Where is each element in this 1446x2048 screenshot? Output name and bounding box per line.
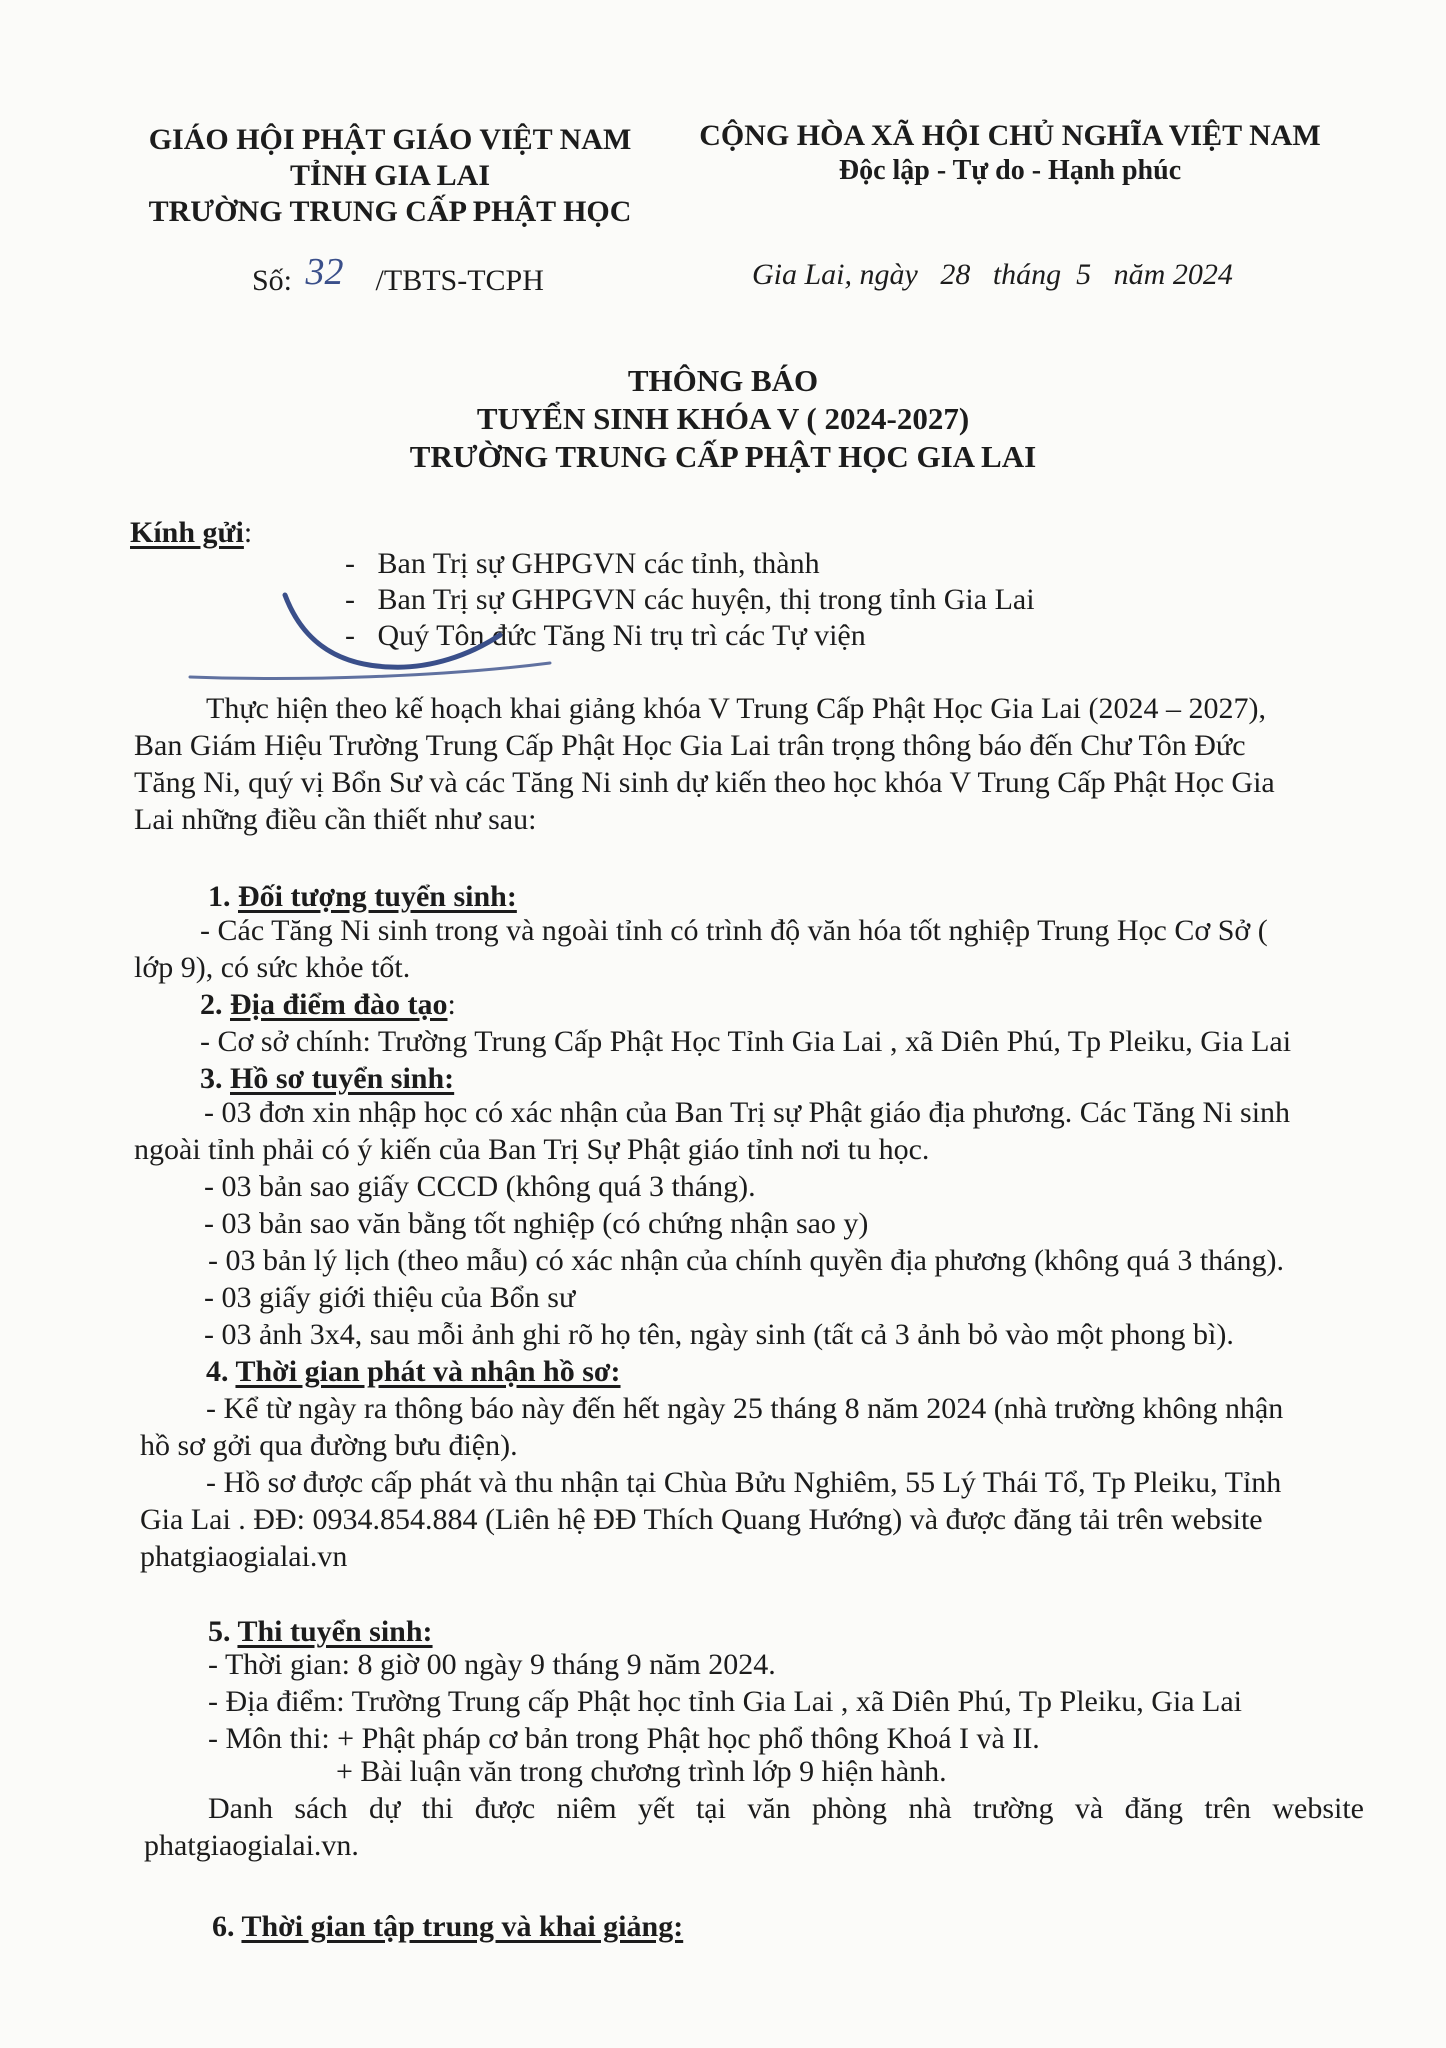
section-number: 5. xyxy=(208,1615,231,1648)
country-name: CỘNG HÒA XÃ HỘI CHỦ NGHĨA VIỆT NAM xyxy=(699,119,1321,152)
section-heading-text: Thời gian phát và nhận hồ sơ: xyxy=(235,1355,621,1388)
recipient-item-text: Ban Trị sự GHPGVN các tỉnh, thành xyxy=(377,547,820,580)
section-6-heading xyxy=(212,1908,683,1945)
doc-date: Gia Lai, ngày 28 tháng 5 năm 2024 xyxy=(752,258,1233,291)
section-5-line: - Thời gian: 8 giờ 00 ngày 9 tháng 9 năm 2024. xyxy=(208,1648,776,1681)
recipients-label-text: Kính gửi xyxy=(130,516,244,549)
section-5-line: + Bài luận văn trong chương trình lớp 9 hiện hành. xyxy=(336,1755,947,1788)
doc-number-suffix: /TBTS-TCPH xyxy=(375,264,544,297)
section-4-heading xyxy=(206,1353,621,1390)
recipient-item-text: Quý Tôn đức Tăng Ni trụ trì các Tự viện xyxy=(377,619,866,652)
section-number: 3. xyxy=(200,1062,223,1095)
section-3-line: - 03 bản sao văn bằng tốt nghiệp (có chứng nhận sao y) xyxy=(204,1207,869,1240)
recipients-label xyxy=(130,514,252,551)
section-heading-text: Đối tượng tuyển sinh: xyxy=(238,880,517,913)
org-name-line2: TỈNH GIA LAI xyxy=(289,159,491,192)
recipient-item: - Ban Trị sự GHPGVN các huyện, thị trong tỉnh Gia Lai xyxy=(345,583,1035,616)
section-3-line: - 03 giấy giới thiệu của Bổn sư xyxy=(204,1281,576,1314)
title-line2: TUYỂN SINH KHÓA V ( 2024-2027) xyxy=(476,401,970,436)
section-4-line website-text: phatgiaogialai.vn xyxy=(140,1540,348,1573)
section-5-line website-text: phatgiaogialai.vn. xyxy=(144,1829,359,1862)
section-number: 4. xyxy=(206,1355,229,1388)
recipient-item: - Quý Tôn đức Tăng Ni trụ trì các Tự viện xyxy=(345,619,866,652)
section-5-heading xyxy=(208,1613,433,1650)
section-number: 1. xyxy=(208,880,231,913)
intro-line: Tăng Ni, quý vị Bổn Sư và các Tăng Ni sinh dự kiến theo học khóa V Trung Cấp Phật Học Gia xyxy=(134,766,1275,799)
section-heading-text: Thời gian tập trung và khai giảng: xyxy=(241,1910,684,1943)
intro-line: Ban Giám Hiệu Trường Trung Cấp Phật Học Gia Lai trân trọng thông báo đến Chư Tôn Đức xyxy=(134,729,1246,762)
section-4-line: - Hồ sơ được cấp phát và thu nhận tại Chùa Bửu Nghiêm, 55 Lý Thái Tổ, Tp Pleiku, Tỉnh xyxy=(206,1466,1282,1499)
section-1-line: lớp 9), có sức khỏe tốt. xyxy=(134,951,411,984)
section-3-heading xyxy=(200,1060,454,1097)
intro-line: Lai những điều cần thiết như sau: xyxy=(134,803,537,836)
recipients-label-colon: : xyxy=(243,516,253,549)
section-5-line: - Môn thi: + Phật pháp cơ bản trong Phật học phổ thông Khoá I và II. xyxy=(208,1722,1040,1755)
doc-number-label: Số: xyxy=(252,264,293,297)
section-4-line: Gia Lai . ĐĐ: 0934.854.884 (Liên hệ ĐĐ Thích Quang Hướng) và được đăng tải trên website xyxy=(140,1503,1263,1536)
recipient-item: - Ban Trị sự GHPGVN các tỉnh, thành xyxy=(345,547,820,580)
section-4-line: hồ sơ gởi qua đường bưu điện). xyxy=(140,1429,518,1462)
doc-number-handwritten: 32 xyxy=(305,251,344,293)
doc-number xyxy=(252,251,544,299)
section-5-line: Danh sách dự thi được niêm yết tại văn phòng nhà trường và đăng trên website xyxy=(208,1792,1364,1825)
section-heading-text: Thi tuyển sinh: xyxy=(237,1615,433,1648)
section-3-line: - 03 bản sao giấy CCCD (không quá 3 tháng). xyxy=(204,1170,756,1203)
intro-line: Thực hiện theo kế hoạch khai giảng khóa V Trung Cấp Phật Học Gia Lai (2024 – 2027), xyxy=(206,692,1266,725)
section-heading-text: Hồ sơ tuyển sinh: xyxy=(230,1062,455,1095)
section-3-line: - 03 ảnh 3x4, sau mỗi ảnh ghi rõ họ tên, ngày sinh (tất cả 3 ảnh bỏ vào một phong bì). xyxy=(204,1318,1234,1351)
section-3-line: ngoài tỉnh phải có ý kiến của Ban Trị Sự Phật giáo tỉnh nơi tu học. xyxy=(134,1133,930,1166)
section-number: 2. xyxy=(200,988,223,1021)
section-1-line: - Các Tăng Ni sinh trong và ngoài tỉnh có trình độ văn hóa tốt nghiệp Trung Học Cơ Sở ( xyxy=(200,914,1268,947)
section-3-line: - 03 đơn xin nhập học có xác nhận của Ban Trị sự Phật giáo địa phương. Các Tăng Ni sinh xyxy=(204,1096,1291,1129)
section-4-line: - Kể từ ngày ra thông báo này đến hết ngày 25 tháng 8 năm 2024 (nhà trường không nhận xyxy=(206,1392,1284,1425)
section-2-line: - Cơ sở chính: Trường Trung Cấp Phật Học Tỉnh Gia Lai , xã Diên Phú, Tp Pleiku, Gia Lai xyxy=(200,1025,1292,1058)
section-2-heading xyxy=(200,986,456,1023)
section-3-line: - 03 bản lý lịch (theo mẫu) có xác nhận của chính quyền địa phương (không quá 3 tháng). xyxy=(208,1244,1284,1277)
section-number: 6. xyxy=(212,1910,235,1943)
org-name-line3: TRƯỜNG TRUNG CẤP PHẬT HỌC xyxy=(148,195,632,228)
section-heading-colon: : xyxy=(447,988,456,1021)
org-name-line1: GIÁO HỘI PHẬT GIÁO VIỆT NAM xyxy=(148,123,632,156)
section-1-heading xyxy=(208,878,517,915)
section-heading-text: Địa điểm đào tạo xyxy=(230,988,448,1021)
motto: Độc lập - Tự do - Hạnh phúc xyxy=(838,155,1182,186)
title-line1: THÔNG BÁO xyxy=(627,363,819,398)
recipient-item-text: Ban Trị sự GHPGVN các huyện, thị trong tỉnh Gia Lai xyxy=(377,583,1035,616)
section-5-line: - Địa điểm: Trường Trung cấp Phật học tỉnh Gia Lai , xã Diên Phú, Tp Pleiku, Gia Lai xyxy=(208,1685,1242,1718)
title-line3: TRƯỜNG TRUNG CẤP PHẬT HỌC GIA LAI xyxy=(409,439,1037,474)
